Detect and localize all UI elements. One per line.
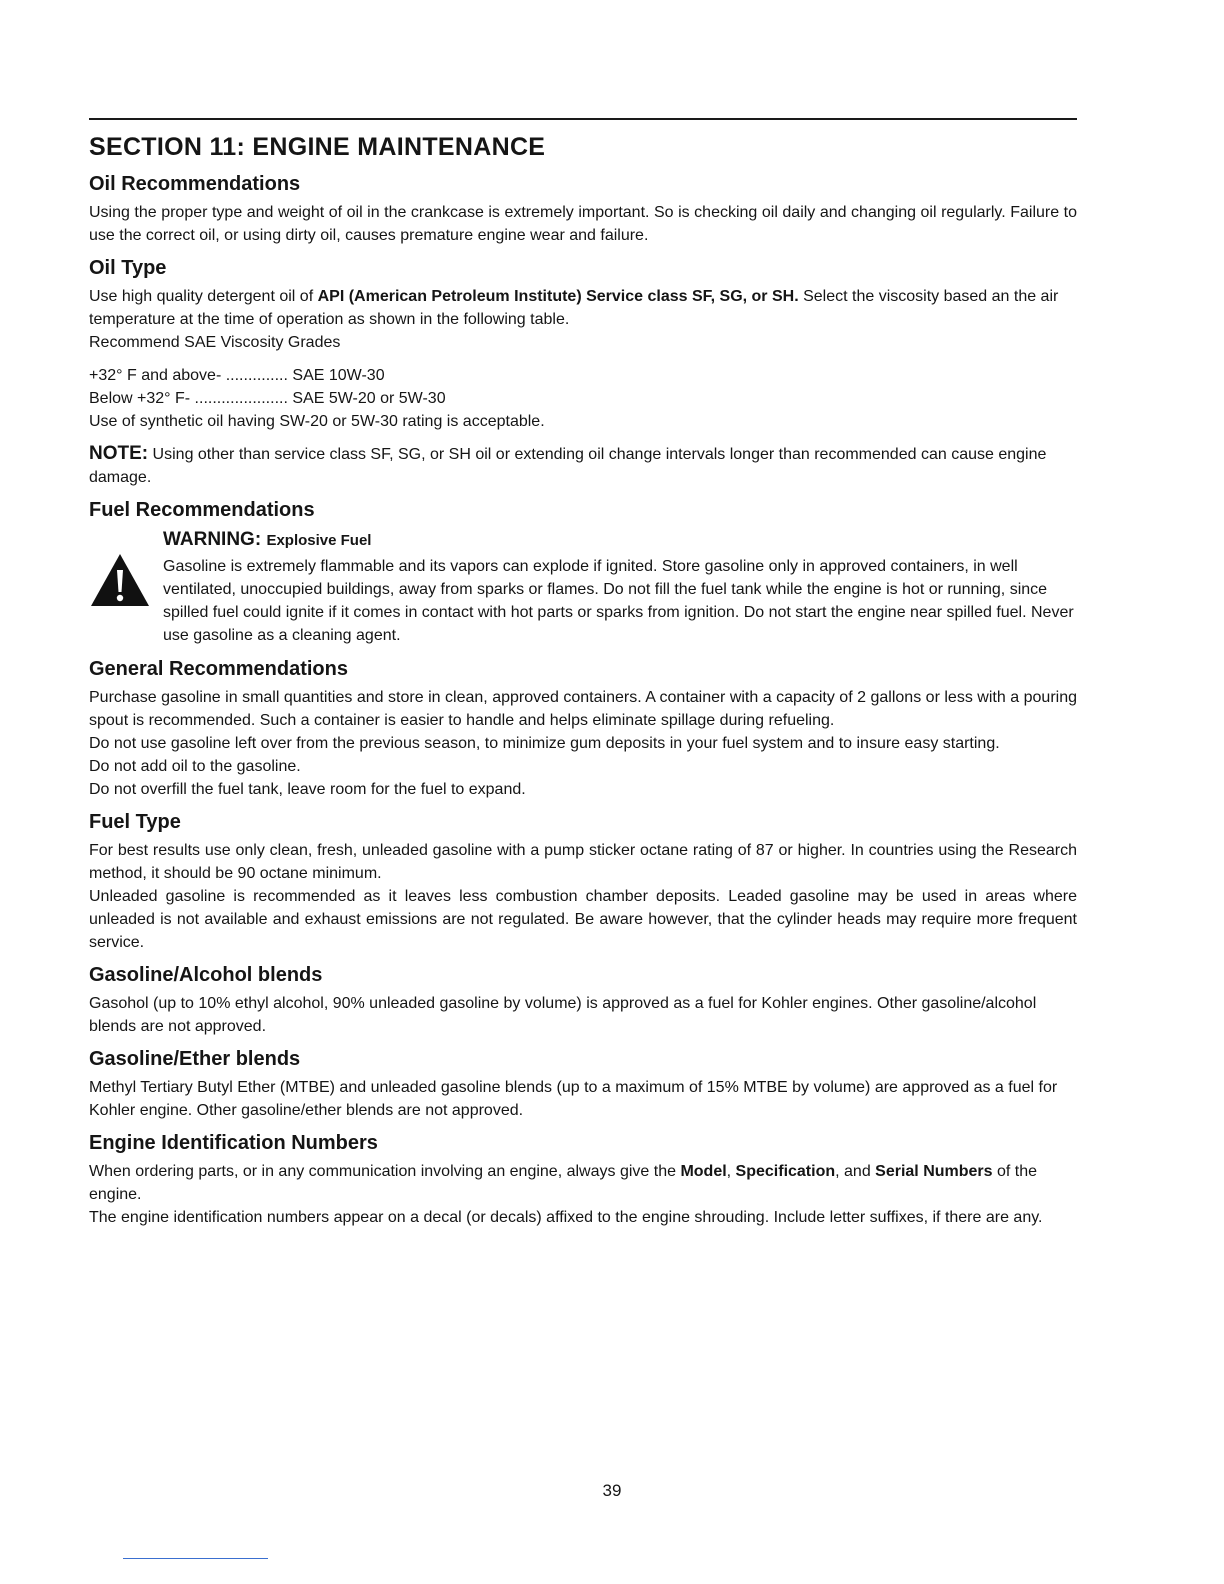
gasoline-ether-heading: Gasoline/Ether blends <box>89 1048 301 1070</box>
oil-type-intro: Use high quality detergent oil of API (American Petroleum Institute) Service class SF, SG, or SH. Select the viscosity based an the air temperature at the time of operation as shown in the following table. <box>89 288 1059 328</box>
note-label: NOTE: <box>89 443 149 464</box>
warning-triangle-icon <box>89 552 151 608</box>
warning-text: Gasoline is extremely flammable and its vapors can explode if ignited. Store gasoline only in approved containers, in well ventilated, unoccupied buildings, away from sparks or flames. Do not fill the fuel tank while the engine is hot or running, since spilled fuel could ignite if it comes in contact with hot parts or sparks from ignition. Do not start the engine near spilled fuel. Never use gasoline as a cleaning agent. <box>163 558 1074 644</box>
viscosity-grades-caption: Recommend SAE Viscosity Grades <box>89 334 341 351</box>
oil-recommendations-heading: Oil Recommendations <box>89 173 301 195</box>
note-text: Using other than service class SF, SG, or SH oil or extending oil change intervals longer than recommended can cause engine damage. <box>89 446 1047 486</box>
oil-type-section <box>89 256 1077 433</box>
oil-type-heading: Oil Type <box>89 257 167 279</box>
viscosity-grade-row: +32° F and above- .............. SAE 10W-30 <box>89 367 385 384</box>
synthetic-oil-text: Use of synthetic oil having SW-20 or 5W-30 rating is acceptable. <box>89 413 545 430</box>
warning-subtitle: Explosive Fuel <box>266 532 372 549</box>
gasoline-ether-text: Methyl Tertiary Butyl Ether (MTBE) and unleaded gasoline blends (up to a maximum of 15% MTBE by volume) are approved as a fuel for Kohler engine. Other gasoline/ether blends are not approved. <box>89 1079 1058 1119</box>
gasoline-alcohol-text: Gasohol (up to 10% ethyl alcohol, 90% unleaded gasoline by volume) is approved as a fuel for Kohler engines. Other gasoline/alcohol blends are not approved. <box>89 995 1037 1035</box>
manual-page <box>89 118 1077 1238</box>
engine-identification-paragraph: The engine identification numbers appear on a decal (or decals) affixed to the engine shrouding. Include letter suffixes, if there are any. <box>89 1209 1043 1226</box>
fuel-recommendations-section <box>89 498 1077 647</box>
viscosity-grade-row: Below +32° F- ..................... SAE 5W-20 or 5W-30 <box>89 390 446 407</box>
warning-label: WARNING: <box>163 529 262 550</box>
fuel-type-section <box>89 810 1077 954</box>
oil-recommendations-section <box>89 172 1077 247</box>
warning-block <box>89 528 1077 647</box>
gasoline-ether-section <box>89 1047 1077 1122</box>
general-recommendations-section <box>89 657 1077 801</box>
general-recommendations-paragraph: Do not use gasoline left over from the previous season, to minimize gum deposits in your fuel system and to insure easy starting. <box>89 735 1000 752</box>
fuel-type-paragraph: Unleaded gasoline is recommended as it leaves less combustion chamber deposits. Leaded gasoline may be used in areas where unleaded is not available and exhaust emissions are not regulated. Be aware however, that the cylinder heads may require more frequent service. <box>89 888 1077 951</box>
fuel-recommendations-heading: Fuel Recommendations <box>89 499 315 521</box>
page-number: 39 <box>602 1481 622 1500</box>
fuel-type-paragraph: For best results use only clean, fresh, unleaded gasoline with a pump sticker octane rating of 87 or higher. In countries using the Research method, it should be 90 octane minimum. <box>89 842 1077 882</box>
engine-identification-section <box>89 1131 1077 1229</box>
oil-recommendations-text: Using the proper type and weight of oil in the crankcase is extremely important. So is checking oil daily and changing oil regularly. Failure to use the correct oil, or using dirty oil, causes premature engine wear and failure. <box>89 204 1077 244</box>
general-recommendations-paragraph: Do not add oil to the gasoline. <box>89 758 301 775</box>
gasoline-alcohol-section <box>89 963 1077 1038</box>
section-title: SECTION 11: ENGINE MAINTENANCE <box>89 133 546 161</box>
engine-identification-heading: Engine Identification Numbers <box>89 1132 378 1154</box>
gasoline-alcohol-heading: Gasoline/Alcohol blends <box>89 964 323 986</box>
general-recommendations-paragraph: Purchase gasoline in small quantities and store in clean, approved containers. A container with a capacity of 2 gallons or less with a pouring spout is recommended. Such a container is easier to handle and helps eliminate spillage during refueling. <box>89 689 1077 729</box>
general-recommendations-paragraph: Do not overfill the fuel tank, leave room for the fuel to expand. <box>89 781 526 798</box>
note <box>89 442 1077 489</box>
fuel-type-heading: Fuel Type <box>89 811 181 833</box>
general-recommendations-heading: General Recommendations <box>89 658 348 680</box>
top-rule <box>89 118 1077 120</box>
footer-line <box>123 1558 268 1559</box>
engine-identification-paragraph: When ordering parts, or in any communication involving an engine, always give the Model, Specification, and Serial Numbers of the engine. <box>89 1163 1038 1203</box>
warning-title <box>163 528 1077 553</box>
